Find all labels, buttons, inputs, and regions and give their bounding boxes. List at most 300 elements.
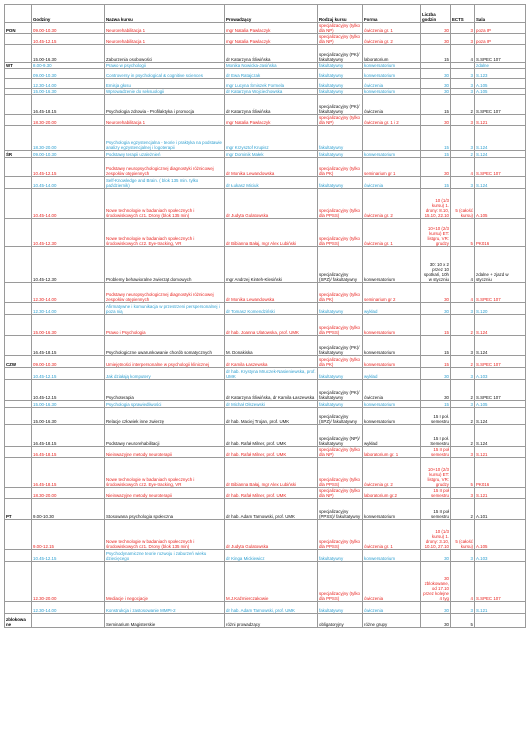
header-course-type: Rodzaj kursu <box>318 5 363 23</box>
day-cell <box>5 602 32 614</box>
course-name-cell: Emisja głosu <box>105 79 225 89</box>
course-name-cell: Psychologia egzystencjalna - teorie i praktyka na podstawie analizy egzystencjalnej i logoterapii <box>105 126 225 151</box>
time-cell: 10.45-12.15 <box>32 380 105 401</box>
day-cell <box>5 45 32 63</box>
time-cell: 16.45-18.15 <box>32 336 105 356</box>
room-cell: S.121 <box>475 115 526 126</box>
time-cell: 16.45-18.15 <box>32 458 105 488</box>
ects-cell: 3 <box>451 447 475 458</box>
day-cell <box>5 126 32 151</box>
course-type-cell: specjalizacyjny (PPSS)/ fakultatywny <box>318 499 363 520</box>
table-row <box>5 189 526 219</box>
header-form: Forma <box>363 5 421 23</box>
room-cell: A.101 <box>475 499 526 520</box>
room-cell: A.105 <box>475 79 526 89</box>
course-name-cell: Podstawy terapii uzależnień <box>105 151 225 158</box>
course-type-cell: fakultatywny <box>318 602 363 614</box>
day-cell <box>5 562 32 602</box>
hour-count-cell: 30 <box>421 34 451 45</box>
course-name-cell: Prawo i Psychologia <box>105 315 225 336</box>
room-cell: S.124 <box>475 425 526 447</box>
course-type-cell: fakultatywny <box>318 177 363 189</box>
ects-cell: 3 <box>451 336 475 356</box>
day-cell <box>5 408 32 425</box>
day-cell <box>5 520 32 550</box>
day-cell: ŚR <box>5 151 32 158</box>
course-name-cell: Podstawy neurorehabilitacji <box>105 425 225 447</box>
course-type-cell: specjalizacyjny (tylko dla NP) <box>318 447 363 458</box>
room-cell: poza IP <box>475 34 526 45</box>
ects-cell: 3 <box>451 401 475 408</box>
hour-count-cell: 15 <box>421 177 451 189</box>
room-cell: S.SPEC 107 <box>475 45 526 63</box>
teacher-cell: dr Monika Lewandowska <box>225 283 318 303</box>
day-cell <box>5 34 32 45</box>
teacher-cell: dr hab. Joanna Ulatowska, prof. UMK <box>225 315 318 336</box>
teacher-cell: dr Katarzyna Wojciechowska <box>225 89 318 95</box>
time-cell: 18.30-20.00 <box>32 488 105 499</box>
room-cell: A.105 <box>475 401 526 408</box>
ects-cell: 5 (całość kursu) <box>451 189 475 219</box>
form-cell: ćwiczenia <box>363 562 421 602</box>
teacher-cell: mgr Natalia Pawlaczyk <box>225 23 318 34</box>
ects-cell: 3 <box>451 550 475 562</box>
hour-count-cell: 15 <box>421 95 451 115</box>
time-cell: 15.00-16.30 <box>32 45 105 63</box>
table-row <box>5 69 526 79</box>
form-cell: seminarium gr 1 <box>363 158 421 177</box>
form-cell: ćwiczenia gr. 1 i 2 <box>363 115 421 126</box>
course-type-cell: specjalizacyjny (tylko dla PK) <box>318 158 363 177</box>
course-name-cell: Neurorehabilitacja 1 <box>105 115 225 126</box>
time-cell: 10.45-14.00 <box>32 177 105 189</box>
table-row <box>5 614 526 628</box>
time-cell: 10.45-12.15 <box>32 368 105 380</box>
course-name-cell: Relacje człowiek inne zwierzę <box>105 408 225 425</box>
header-room: Sala <box>475 5 526 23</box>
form-cell: ćwiczenia gr. 1 <box>363 23 421 34</box>
time-cell: 15.00-16.30 <box>32 89 105 95</box>
form-cell: ćwiczenia <box>363 177 421 189</box>
form-cell: ćwiczenia <box>363 79 421 89</box>
ects-cell: 2 <box>451 356 475 368</box>
table-row <box>5 45 526 63</box>
form-cell: wykład <box>363 425 421 447</box>
course-name-cell: Stosowana psychologia społeczna <box>105 499 225 520</box>
course-name-cell: Neurorehabilitacja 1 <box>105 34 225 45</box>
form-cell: laboratorium gr. 1 <box>363 447 421 458</box>
course-name-cell: Nieinwazyjne metody neuroterapii <box>105 447 225 458</box>
course-type-cell: specjalizacyjny (tylko dla PPSS) <box>318 219 363 247</box>
form-cell: ćwiczenia gr. 2 <box>363 34 421 45</box>
teacher-cell: dr Kamila Łaszewska <box>225 356 318 368</box>
course-name-cell: Psychologia sprawiedliwości <box>105 401 225 408</box>
teacher-cell: dr Judyta Gulatowska <box>225 189 318 219</box>
day-cell <box>5 79 32 89</box>
table-row <box>5 283 526 303</box>
ects-cell: 3 <box>451 89 475 95</box>
form-cell: konwersatorium <box>363 247 421 283</box>
course-name-cell: Wprowadzenie do seksuologii <box>105 89 225 95</box>
teacher-cell: dr hab. Rafał Milner, prof. UMK <box>225 447 318 458</box>
course-name-cell: Prawo w psychologii <box>105 63 225 69</box>
ects-cell: 4 <box>451 283 475 303</box>
room-cell: A.103 <box>475 368 526 380</box>
course-name-cell: Mediacje i negocjacje <box>105 562 225 602</box>
teacher-cell: M.J.Kaźmierczakowie <box>225 562 318 602</box>
table-row <box>5 458 526 488</box>
form-cell: laboratorium <box>363 45 421 63</box>
day-cell: zblokowa ne <box>5 614 32 628</box>
form-cell: ćwiczenia gr. 1 <box>363 219 421 247</box>
teacher-cell: mgr Dominik Małek <box>225 151 318 158</box>
schedule-table <box>4 4 526 628</box>
form-cell: konwersatorium <box>363 408 421 425</box>
room-cell: poza IP <box>475 23 526 34</box>
room-cell: S.121 <box>475 447 526 458</box>
teacher-cell: dr Tomasz Komendziński <box>225 303 318 315</box>
time-cell: 9.00-10.30 <box>32 499 105 520</box>
table-row <box>5 177 526 189</box>
ects-cell: 2 <box>451 95 475 115</box>
hour-count-cell: 30 <box>421 115 451 126</box>
course-name-cell: Podstawy neuropsychologicznej diagnostyki różnicowej zespołów otępiennych <box>105 158 225 177</box>
table-row <box>5 247 526 283</box>
hour-count-cell: 30 <box>421 158 451 177</box>
form-cell: ćwiczenia <box>363 95 421 115</box>
ects-cell: 3 <box>451 177 475 189</box>
hour-count-cell: 10 (1/3 kursu) 1. drony: 8.10, 15.10, 22.10 <box>421 189 451 219</box>
form-cell: konwersatorium <box>363 550 421 562</box>
form-cell: ćwiczenia gr. 2 <box>363 189 421 219</box>
course-type-cell: specjalizacyjny (tylko dla PK) <box>318 356 363 368</box>
course-name-cell: Podstawy neuropsychologicznej diagnostyki różnicowej zespołów otępiennych <box>105 283 225 303</box>
ects-cell: 4 <box>451 45 475 63</box>
day-cell <box>5 303 32 315</box>
form-cell: konwersatorium <box>363 499 421 520</box>
course-type-cell: specjalizacyjny (tylko dla PPSS) <box>318 562 363 602</box>
hour-count-cell: 30 <box>421 380 451 401</box>
time-cell: 09.00-10.30 <box>32 23 105 34</box>
ects-cell: 5 <box>451 219 475 247</box>
time-cell: 12.30-14.00 <box>32 602 105 614</box>
teacher-cell: dr Łukasz Miciuk <box>225 177 318 189</box>
time-cell: 10.45-14.00 <box>32 189 105 219</box>
form-cell: konwersatorium <box>363 151 421 158</box>
hour-count-cell: 30 <box>421 283 451 303</box>
time-cell: 09.00-10.30 <box>32 151 105 158</box>
header-course-name: Nazwa kursu <box>105 5 225 23</box>
course-type-cell: fakultatywny <box>318 368 363 380</box>
room-cell: A.105 <box>475 89 526 95</box>
day-cell <box>5 95 32 115</box>
hour-count-cell: 15 II poł semestru <box>421 488 451 499</box>
teacher-cell: dr Bibianna Bałaj, mgr Alex Lubiński <box>225 219 318 247</box>
ects-cell: 5 <box>451 614 475 628</box>
room-cell: A.105 <box>475 189 526 219</box>
day-cell <box>5 380 32 401</box>
form-cell: konwersatorium <box>363 69 421 79</box>
time-cell: 12.30-14.00 <box>32 283 105 303</box>
course-type-cell: fakultatywny <box>318 63 363 69</box>
teacher-cell: mgr Krzysztof Krupisz <box>225 126 318 151</box>
room-cell: S.SPEC 107 <box>475 158 526 177</box>
course-type-cell: specjalizacyjny (SPZ)/ fakultatywny <box>318 247 363 283</box>
day-cell <box>5 447 32 458</box>
ects-cell: 4 <box>451 562 475 602</box>
teacher-cell: dr Katarzyna Śliwińska <box>225 45 318 63</box>
day-cell: PT <box>5 499 32 520</box>
course-name-cell: Problemy behawioralne zwierząt domowych <box>105 247 225 283</box>
table-row <box>5 520 526 550</box>
room-cell: S.SPEC 107 <box>475 562 526 602</box>
course-name-cell: Psychodynamiczne teorie rozwoju i zaburzeń wieku dziecięcego <box>105 550 225 562</box>
time-cell: 10.45-12.15 <box>32 550 105 562</box>
table-row <box>5 303 526 315</box>
hour-count-cell: 30 <box>421 89 451 95</box>
course-type-cell: specjalizacyjny (tylko dla NP) <box>318 488 363 499</box>
hour-count-cell: 10+10 (2/3 kursu) ET: listgru, VR: grudzy <box>421 219 451 247</box>
time-cell: 10.45-12.15 <box>32 34 105 45</box>
table-row <box>5 315 526 336</box>
room-cell: S.SPEC 107 <box>475 95 526 115</box>
form-cell: konwersatorium <box>363 401 421 408</box>
teacher-cell: dr hab. Rafał Milner, prof. UMK <box>225 488 318 499</box>
table-row <box>5 151 526 158</box>
form-cell: wykład <box>363 368 421 380</box>
teacher-cell: Monika Nowicka-Jasińska <box>225 63 318 69</box>
ects-cell: 5 (całość kursu) <box>451 520 475 550</box>
teacher-cell: różni prowadzący <box>225 614 318 628</box>
table-row <box>5 34 526 45</box>
time-cell: 12.30-20.00 <box>32 562 105 602</box>
form-cell <box>363 126 421 151</box>
course-type-cell: specjalizacyjny (PK)/ fakultatywny <box>318 380 363 401</box>
course-type-cell: fakultatywny <box>318 89 363 95</box>
day-cell <box>5 401 32 408</box>
room-cell: zdalne + zjazd w styczniu <box>475 247 526 283</box>
ects-cell: 3 <box>451 69 475 79</box>
course-type-cell: fakultatywny <box>318 69 363 79</box>
course-name-cell: Zaburzenia osobowości <box>105 45 225 63</box>
course-name-cell: Seminarium Magisterskie <box>105 614 225 628</box>
header-teacher: Prowadzący <box>225 5 318 23</box>
ects-cell: 3 <box>451 79 475 89</box>
day-cell <box>5 488 32 499</box>
course-name-cell: Controversy in psychological & cognitive sciences <box>105 69 225 79</box>
ects-cell: 3 <box>451 602 475 614</box>
hour-count-cell: 15 <box>421 315 451 336</box>
table-row <box>5 380 526 401</box>
teacher-cell: mgr Andrzej Kinteh-Klesiński <box>225 247 318 283</box>
hour-count-cell: 15 II poł semestru <box>421 499 451 520</box>
course-name-cell: Psychologiczne uwarunkowanie chorób somatycznych <box>105 336 225 356</box>
day-cell <box>5 219 32 247</box>
form-cell: konwersatorium <box>363 336 421 356</box>
teacher-cell: dr hab. Krystyna Mruczek-Nasieniewska, prof. UMK <box>226 369 316 379</box>
form-cell: wykład <box>363 303 421 315</box>
room-cell: A.103 <box>475 550 526 562</box>
room-cell: S.121 <box>475 488 526 499</box>
form-cell: ćwiczenia gr. 2 <box>363 458 421 488</box>
hour-count-cell: 30 <box>421 303 451 315</box>
room-cell: S.124 <box>475 151 526 158</box>
day-cell <box>5 115 32 126</box>
day-cell <box>5 368 32 380</box>
time-cell: 16.45-18.15 <box>32 425 105 447</box>
teacher-cell: dr Ewa Ratajczak <box>225 69 318 79</box>
ects-cell: 3 <box>451 368 475 380</box>
day-cell <box>5 177 32 189</box>
table-row <box>5 488 526 499</box>
ects-cell: 2 <box>451 425 475 447</box>
ects-cell: 3 <box>451 115 475 126</box>
teacher-cell: dr Judyta Gulatowska <box>225 520 318 550</box>
teacher-cell: dr Bibianna Bałaj, mgr Alex Lubiński <box>225 458 318 488</box>
ects-cell: 3 <box>451 34 475 45</box>
teacher-cell: dr Monika Lewandowska <box>225 158 318 177</box>
course-name-cell: Umiejętności interpersonalne w psychologii klinicznej <box>105 356 225 368</box>
form-cell: konwersatorium <box>363 315 421 336</box>
room-cell: S.124 <box>475 126 526 151</box>
hour-count-cell: 15 <box>421 151 451 158</box>
day-cell: CZW <box>5 356 32 368</box>
teacher-cell: mgr Lucyna Śmiszek Formela <box>225 79 318 89</box>
ects-cell: 4 <box>451 158 475 177</box>
hour-count-cell: 30 <box>421 614 451 628</box>
room-cell: S.SPEC 107 <box>475 380 526 401</box>
hour-count-cell: 30 <box>421 79 451 89</box>
ects-cell: 3 <box>451 126 475 151</box>
hour-count-cell: 10 (1/3 kursu) 1. drony: 3.10, 10.10, 27.10 <box>421 520 451 550</box>
course-name-cell: Psychoterapia <box>105 380 225 401</box>
teacher-cell: dr hab. Adam Tarnowski, prof. UMK <box>225 602 318 614</box>
ects-cell: 2 <box>451 151 475 158</box>
form-cell: konwersatorium <box>363 89 421 95</box>
course-name-cell: Nowe technologie w badaniach społecznych i środowiskowych cz1. Drony (blok 135 min) <box>105 189 225 219</box>
day-cell <box>5 158 32 177</box>
room-cell: S.121 <box>475 602 526 614</box>
day-cell <box>5 458 32 488</box>
table-row <box>5 499 526 520</box>
course-type-cell: specjalizacyjny (tylko dla PPSS) <box>318 520 363 550</box>
hour-count-cell: 30: 10 x 2 przez 10 spotkań, 10h w styczniu <box>421 247 451 283</box>
day-cell <box>5 69 32 79</box>
room-cell: S.124 <box>475 336 526 356</box>
hour-count-cell: 15 <box>421 336 451 356</box>
header-day <box>5 5 32 23</box>
hour-count-cell: 15 I poł. Semestru <box>421 425 451 447</box>
course-type-cell: specjalizacyjny (tylko dla NP) <box>318 34 363 45</box>
course-type-cell: specjalizacyjny (tylko dla PPSS) <box>318 315 363 336</box>
day-cell <box>5 247 32 283</box>
table-row <box>5 562 526 602</box>
teacher-cell: dr hab. Rafał Milner, prof. UMK <box>225 425 318 447</box>
course-type-cell: fakultatywny <box>318 401 363 408</box>
hour-count-cell: 30 <box>421 602 451 614</box>
time-cell: 16.45-18.15 <box>32 447 105 458</box>
header-row <box>5 5 526 23</box>
course-type-cell: specjalizacyjny (tylko dla PPSS) <box>318 458 363 488</box>
ects-cell: 2 <box>451 380 475 401</box>
time-cell: 18.30-20.00 <box>32 126 105 151</box>
form-cell: konwersatorium <box>363 63 421 69</box>
room-cell: S.123 <box>475 69 526 79</box>
hour-count-cell: 15 I poł. semestru <box>421 408 451 425</box>
hour-count-cell: 10+10 (2/3 kursu) ET: listgru, VR: grudzy <box>421 458 451 488</box>
course-name-cell: Neurorehabilitacja 1 <box>105 23 225 34</box>
room-cell: S.120 <box>475 303 526 315</box>
form-cell: różne grupy <box>363 614 421 628</box>
hour-count-cell: 15 II poł semestru <box>421 447 451 458</box>
table-row <box>5 126 526 151</box>
day-cell <box>5 315 32 336</box>
course-name-cell: Nowe technologie w badaniach społecznych i środowiskowych cz1. Drony (blok 135 min) <box>105 520 225 550</box>
schedule-sheet <box>4 4 525 628</box>
day-cell <box>5 336 32 356</box>
room-cell: S.124 <box>475 177 526 189</box>
table-row <box>5 550 526 562</box>
course-name-cell: Self-Knowledge and Brain. ( blok 135 min. tylko październik) <box>105 177 225 189</box>
day-cell <box>5 189 32 219</box>
form-cell: laboratorium gr.2 <box>363 488 421 499</box>
day-cell <box>5 425 32 447</box>
course-type-cell: fakultatywny <box>318 303 363 315</box>
teacher-cell: dr hab. Maciej Trojan, prof. UMK <box>225 408 318 425</box>
room-cell <box>475 614 526 628</box>
day-cell <box>5 550 32 562</box>
course-name-cell: Nowe technologie w badaniach społecznych i środowiskowych cz2. Eye-tracking, VR <box>105 458 225 488</box>
time-cell: 10.45-12.30 <box>32 247 105 283</box>
day-cell <box>5 283 32 303</box>
table-row <box>5 219 526 247</box>
room-cell: PK016 <box>475 458 526 488</box>
schedule-body <box>5 23 526 628</box>
hour-count-cell: 30 zblokowane, od 17.10 przez kolejne 4 tyg <box>421 562 451 602</box>
table-row <box>5 368 526 380</box>
table-row <box>5 408 526 425</box>
course-type-cell: specjalizacyjny (PK)/ fakultatywny <box>318 95 363 115</box>
room-cell: S.SPEC 107 <box>475 283 526 303</box>
form-cell: ćwiczenia <box>363 602 421 614</box>
teacher-cell: M. Donakiska <box>225 336 318 356</box>
table-row <box>5 23 526 34</box>
teacher-cell: mgr Natalia Pawlaczyk <box>225 115 318 126</box>
hour-count-cell: 30 <box>421 69 451 79</box>
hour-count-cell: 30 <box>421 23 451 34</box>
time-cell: 18.30-20.00 <box>32 115 105 126</box>
room-cell: PK016 <box>475 219 526 247</box>
room-cell: zdalne <box>475 63 526 69</box>
table-row <box>5 425 526 447</box>
time-cell <box>32 614 105 628</box>
hour-count-cell: 15 <box>421 401 451 408</box>
form-cell: seminarium gr 2 <box>363 283 421 303</box>
ects-cell: 3 <box>451 23 475 34</box>
hour-count-cell: 30 <box>421 368 451 380</box>
teacher-cell: dr Michał Olszewski <box>225 401 318 408</box>
course-type-cell: fakultatywny <box>318 550 363 562</box>
course-type-cell: specjalizacyjny (PK)/ fakultatywny <box>318 336 363 356</box>
time-cell: 12.30-14.00 <box>32 303 105 315</box>
course-name-cell: Nieinwazyjne metody neuroterapii <box>105 488 225 499</box>
hour-count-cell: 30 <box>421 550 451 562</box>
table-row <box>5 79 526 89</box>
time-cell: 8.00-9.30 <box>32 63 105 69</box>
course-name-cell: Konstrukcja i zastosowanie MMPI-2 <box>105 602 225 614</box>
ects-cell: 2 <box>451 315 475 336</box>
course-type-cell: fakultatywny <box>318 126 363 151</box>
